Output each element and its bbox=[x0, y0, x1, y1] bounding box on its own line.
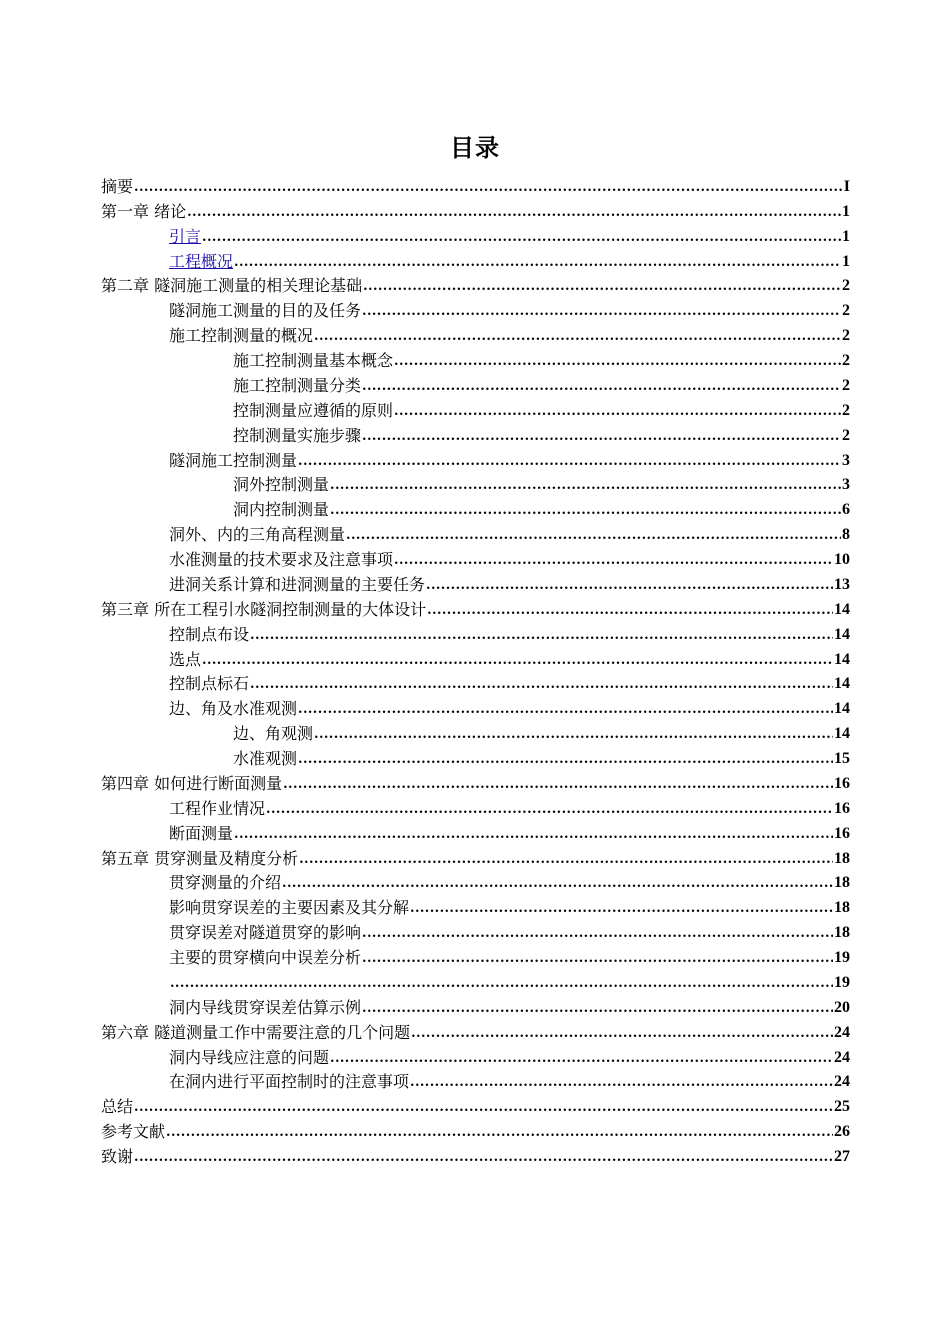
toc-entry bbox=[101, 1018, 850, 1043]
toc-entry-title: 进洞关系计算和进洞测量的主要任务 bbox=[169, 574, 426, 594]
toc-dot-leader bbox=[362, 303, 841, 321]
toc-entry-title: 选点 bbox=[169, 649, 202, 669]
toc-page-number: 3 bbox=[842, 476, 850, 494]
toc-dot-leader bbox=[362, 428, 841, 446]
toc-dot-leader bbox=[314, 328, 841, 346]
toc-dot-leader bbox=[234, 254, 841, 272]
toc-dot-leader bbox=[394, 353, 841, 371]
toc-dot-leader bbox=[346, 527, 841, 545]
toc-entry bbox=[101, 968, 850, 993]
toc-dot-leader bbox=[298, 751, 833, 769]
toc-entry-title: 边、角观测 bbox=[233, 724, 314, 744]
toc-entry-title: 控制测量应遵循的原则 bbox=[233, 400, 394, 420]
toc-page-number: 18 bbox=[834, 924, 850, 942]
toc-dot-leader bbox=[410, 1074, 833, 1092]
toc-dot-leader bbox=[170, 975, 833, 993]
toc-entry-title: 控制测量实施步骤 bbox=[233, 425, 362, 445]
toc-dot-leader bbox=[363, 278, 841, 296]
toc-dot-leader bbox=[410, 900, 833, 918]
toc-dot-leader bbox=[234, 826, 833, 844]
toc-entry bbox=[101, 346, 850, 371]
toc-entry-title: 控制点布设 bbox=[169, 624, 250, 644]
toc-entry-title: 施工控制测量分类 bbox=[233, 375, 362, 395]
toc-page-number: 16 bbox=[834, 824, 850, 842]
toc-dot-leader bbox=[362, 925, 833, 943]
toc-page-number: 14 bbox=[834, 725, 850, 743]
toc-entry bbox=[101, 819, 850, 844]
toc-entry bbox=[101, 321, 850, 346]
toc-entry bbox=[101, 595, 850, 620]
toc-dot-leader bbox=[250, 627, 833, 645]
toc-entry-title: 工程作业情况 bbox=[169, 798, 266, 818]
toc-entry-title: 隧洞施工控制测量 bbox=[169, 450, 298, 470]
toc-dot-leader bbox=[330, 1050, 833, 1068]
toc-page-number: 2 bbox=[842, 401, 850, 419]
toc-entry-title: 参考文献 bbox=[101, 1122, 166, 1142]
toc-entry-title: 贯穿测量的介绍 bbox=[169, 873, 282, 893]
toc-dot-leader bbox=[426, 577, 833, 595]
toc-page-number: 15 bbox=[834, 750, 850, 767]
toc-entry bbox=[101, 520, 850, 545]
toc-page-number: 24 bbox=[834, 1023, 850, 1041]
toc-page-number: 16 bbox=[834, 799, 850, 817]
toc-entry-title: 第五章 贯穿测量及精度分析 bbox=[101, 848, 299, 868]
toc-dot-leader bbox=[250, 676, 833, 694]
toc-entry-title: 洞外、内的三角高程测量 bbox=[169, 525, 346, 545]
toc-dot-leader bbox=[266, 801, 833, 819]
toc-dot-leader bbox=[187, 204, 841, 222]
toc-entry bbox=[101, 545, 850, 570]
toc-page-number: 8 bbox=[842, 526, 850, 544]
toc-page-number: 1 bbox=[842, 252, 850, 270]
toc-entry-link[interactable]: 引言 bbox=[169, 226, 202, 246]
toc-dot-leader bbox=[330, 477, 841, 495]
toc-page-number: 16 bbox=[834, 774, 850, 792]
toc-entry bbox=[101, 869, 850, 894]
toc-entry bbox=[101, 744, 850, 769]
toc-dot-leader bbox=[411, 1025, 833, 1043]
toc-entry bbox=[101, 719, 850, 744]
toc-entry bbox=[101, 371, 850, 396]
toc-page-number: 25 bbox=[834, 1098, 850, 1116]
toc-dot-leader bbox=[314, 726, 833, 744]
toc-entry-title: 第一章 绪论 bbox=[101, 201, 187, 221]
toc-entry-title: 边、角及水准观测 bbox=[169, 699, 298, 719]
toc-page-number: 19 bbox=[834, 949, 850, 966]
toc-entry-title: 主要的贯穿横向中误差分析 bbox=[169, 948, 362, 967]
toc-entry bbox=[101, 694, 850, 719]
toc-page-number: 2 bbox=[842, 302, 850, 320]
toc-entry-title: 摘要 bbox=[101, 176, 134, 196]
toc-entry-title: 施工控制测量的概况 bbox=[169, 326, 314, 346]
toc-page-number: 2 bbox=[842, 327, 850, 345]
toc-entry-title: 贯穿误差对隧道贯穿的影响 bbox=[169, 923, 362, 943]
toc-entry bbox=[101, 918, 850, 943]
toc-page-number: 1 bbox=[842, 202, 850, 220]
toc-entry bbox=[101, 645, 850, 670]
toc-page-number: 2 bbox=[842, 426, 850, 444]
toc-entry-title: 第四章 如何进行断面测量 bbox=[101, 773, 283, 793]
toc-entry bbox=[101, 620, 850, 645]
toc-title: 目录 bbox=[450, 134, 500, 162]
toc-entry bbox=[101, 943, 850, 968]
toc-page-number: 18 bbox=[834, 899, 850, 917]
toc-entry bbox=[101, 396, 850, 421]
toc-entry-title: 影响贯穿误差的主要因素及其分解 bbox=[169, 898, 410, 918]
toc-entry bbox=[101, 421, 850, 446]
toc-dot-leader bbox=[283, 776, 833, 794]
toc-entry-title: 洞内导线应注意的问题 bbox=[169, 1047, 330, 1067]
toc-entry[interactable] bbox=[101, 222, 850, 247]
toc-entry-title: 洞外控制测量 bbox=[233, 475, 330, 495]
toc-page-number: 14 bbox=[834, 675, 850, 693]
toc-page-number: 1 bbox=[842, 227, 850, 245]
toc-entry-title: 水准测量的技术要求及注意事项 bbox=[169, 550, 394, 569]
toc-entry bbox=[101, 272, 850, 297]
toc-entry bbox=[101, 495, 850, 520]
toc-page-number: 26 bbox=[834, 1123, 850, 1141]
toc-dot-leader bbox=[394, 403, 841, 421]
toc-entry bbox=[101, 844, 850, 869]
toc-dot-leader bbox=[362, 1000, 833, 1018]
toc-entry-title: 控制点标石 bbox=[169, 674, 250, 694]
toc-dot-leader bbox=[330, 502, 841, 520]
toc-dot-leader bbox=[202, 229, 841, 247]
toc-dot-leader bbox=[134, 179, 843, 197]
toc-dot-leader bbox=[134, 1099, 833, 1117]
toc-dot-leader bbox=[427, 602, 833, 620]
toc-entry bbox=[101, 993, 850, 1018]
toc-page-number: 3 bbox=[842, 451, 850, 469]
toc-entry bbox=[101, 893, 850, 918]
toc-entry bbox=[101, 670, 850, 695]
toc-page-number: 14 bbox=[834, 600, 850, 618]
toc-dot-leader bbox=[298, 453, 841, 471]
toc-entry bbox=[101, 769, 850, 794]
toc-entry-title: 洞内控制测量 bbox=[233, 500, 330, 520]
toc-page-number: 14 bbox=[834, 650, 850, 668]
toc-entry-title: 洞内导线贯穿误差估算示例 bbox=[169, 997, 362, 1017]
toc-page-number: 6 bbox=[842, 501, 850, 519]
toc-page-number: 14 bbox=[834, 625, 850, 643]
toc-entry-link[interactable]: 工程概况 bbox=[169, 251, 234, 271]
toc-page-number: 2 bbox=[842, 376, 850, 394]
toc-entry bbox=[101, 172, 850, 197]
toc-page-number: 2 bbox=[842, 277, 850, 295]
toc-entry-title: 断面测量 bbox=[169, 823, 234, 843]
toc-entry bbox=[101, 1043, 850, 1068]
toc-dot-leader bbox=[202, 652, 833, 670]
toc-page-number: 18 bbox=[834, 874, 850, 892]
toc-dot-leader bbox=[299, 851, 833, 869]
toc-entry bbox=[101, 794, 850, 819]
toc-entry-title: 第二章 隧洞施工测量的相关理论基础 bbox=[101, 276, 363, 296]
toc-page-number: 13 bbox=[834, 575, 850, 593]
toc-entry bbox=[101, 446, 850, 471]
toc-entry-title: 第三章 所在工程引水隧洞控制测量的大体设计 bbox=[101, 599, 427, 619]
toc-entry bbox=[101, 471, 850, 496]
toc-entry-title: 施工控制测量基本概念 bbox=[233, 351, 394, 370]
toc-dot-leader bbox=[362, 950, 833, 968]
toc-page-number: 14 bbox=[834, 700, 850, 718]
toc-page-number: I bbox=[843, 177, 850, 195]
toc-dot-leader bbox=[134, 1149, 833, 1167]
toc-entry bbox=[101, 296, 850, 321]
toc-page-number: 10 bbox=[834, 551, 850, 568]
toc-page-number: 19 bbox=[834, 973, 850, 991]
toc-dot-leader bbox=[166, 1124, 833, 1142]
toc-dot-leader bbox=[298, 701, 833, 719]
toc-dot-leader bbox=[282, 875, 833, 893]
toc-entry-title: 总结 bbox=[101, 1097, 134, 1117]
toc-page-number: 20 bbox=[834, 998, 850, 1016]
toc-entry-title: 第六章 隧道测量工作中需要注意的几个问题 bbox=[101, 1022, 411, 1042]
toc-entry bbox=[101, 1092, 850, 1117]
toc-dot-leader bbox=[362, 378, 841, 396]
toc-entry bbox=[101, 570, 850, 595]
toc-page-number: 24 bbox=[834, 1048, 850, 1066]
toc-entry-title: 隧洞施工测量的目的及任务 bbox=[169, 301, 362, 321]
toc-page-number: 24 bbox=[834, 1073, 850, 1091]
toc-entry-title: 在洞内进行平面控制时的注意事项 bbox=[169, 1072, 410, 1092]
toc-entry bbox=[101, 1142, 850, 1167]
toc-entry bbox=[101, 1117, 850, 1142]
toc-page-number: 27 bbox=[834, 1148, 850, 1165]
toc-dot-leader bbox=[394, 552, 833, 570]
toc-page-number: 2 bbox=[842, 352, 850, 369]
toc-entry bbox=[101, 197, 850, 222]
toc-page-number: 18 bbox=[834, 849, 850, 867]
toc-entry[interactable] bbox=[101, 247, 850, 272]
toc-entry bbox=[101, 1068, 850, 1093]
toc-entry-title: 致谢 bbox=[101, 1147, 134, 1166]
table-of-contents bbox=[101, 172, 850, 1167]
toc-entry-title: 水准观测 bbox=[233, 749, 298, 768]
